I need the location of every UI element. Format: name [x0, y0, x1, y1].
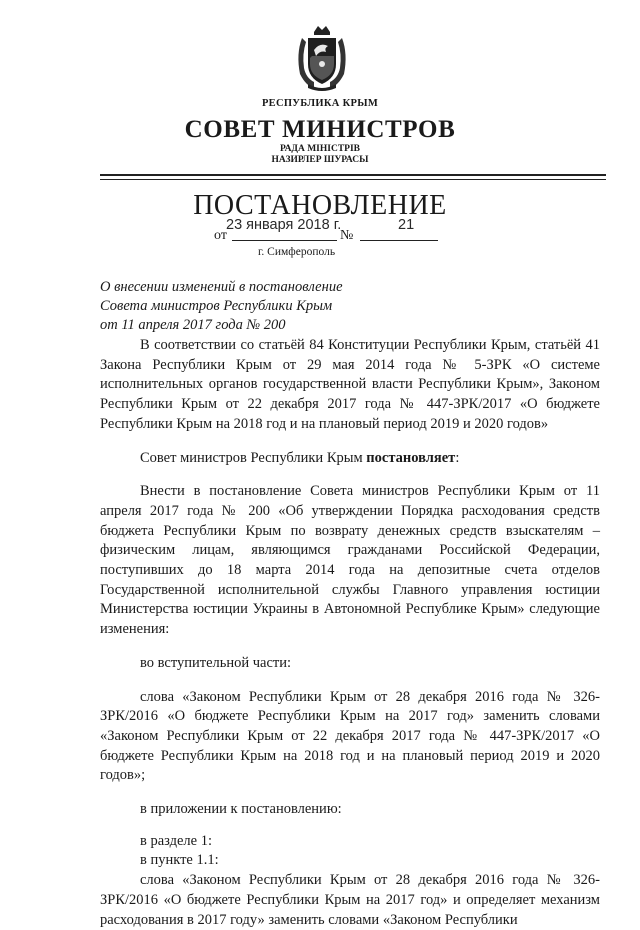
- paragraph-words-replace-1: слова «Законом Республики Крым от 28 декабря 2016 года № 326-ЗРК/2016 «О бюджете Республики Крым на 2017 год» заменить словами «Законом Республики Крым от 22 декабря 2017 года № 447-ЗРК/2017 «О бюджете Республики Крым на 2018 год и на плановый период 2019 и 2020 годов»;: [100, 688, 600, 784]
- subject-line: О внесении изменений в постановление: [100, 279, 343, 295]
- header-divider-thick: [100, 174, 606, 176]
- number-prefix: №: [340, 228, 354, 243]
- resolves-text: Совет министров Республики Крым: [140, 449, 367, 466]
- subject-line: Совета министров Республики Крым: [100, 298, 333, 314]
- city-line: г. Симферополь: [258, 246, 336, 258]
- paragraph-words-replace-2: слова «Законом Республики Крым от 28 декабря 2016 года № 326-ЗРК/2016 «О бюджете Республики Крым на 2017 год» и определяет механизм расходования в 2017 году» заменить словами «Законом Республики: [100, 872, 600, 928]
- date-prefix: от: [214, 228, 227, 243]
- paragraph-in-appendix: в приложении к постановлению:: [140, 801, 342, 818]
- number-value: 21: [398, 217, 415, 233]
- council-name-ukrainian: РАДА МІНІСТРІВ: [279, 144, 360, 154]
- subject-block: [100, 278, 343, 335]
- resolves-keyword: постановляет: [366, 449, 456, 466]
- resolves-colon: :: [455, 449, 460, 466]
- coat-of-arms-emblem: [294, 24, 350, 92]
- paragraph-section-1: в разделе 1:: [140, 832, 213, 849]
- paragraph-introductory-part: во вступительной части:: [140, 654, 292, 671]
- document-body: [100, 336, 600, 930]
- subject-line: от 11 апреля 2017 года № 200: [100, 317, 286, 333]
- header-divider-thin: [100, 179, 606, 180]
- date-underline: [232, 240, 337, 241]
- date-number-line: [210, 218, 445, 246]
- number-underline: [360, 240, 438, 241]
- document-type-title: ПОСТАНОВЛЕНИЕ: [193, 190, 447, 221]
- date-value: 23 января 2018 г.: [226, 217, 342, 233]
- council-name-crimean-tatar: НАЗИРЛЕР ШУРАСЫ: [271, 155, 369, 165]
- council-name: СОВЕТ МИНИСТРОВ: [184, 116, 456, 143]
- republic-name: РЕСПУБЛИКА КРЫМ: [261, 98, 379, 109]
- paragraph-amendment-intro: Внести в постановление Совета министров Республики Крым от 11 апреля 2017 года № 200 «Об утверждении Порядка расходования средств бюджета Республики Крым по возврату денежных средств взыскателям – физическим лицам, являющимся гражданами Российской Федерации, поступивших до 18 марта 2014 года на депозитные счета отделов Государственной исполнительной службы Главного управления юстиции Министерства юстиции Украины в Автономной Республике Крым» следующие изменения:: [100, 483, 600, 638]
- paragraph-legal-basis: В соответствии со статьёй 84 Конституции Республики Крым, статьёй 41 Закона Республики Крым от 29 мая 2014 года № 5-ЗРК «О системе исполнительных органов государственной власти Республики Крым», Законом Республики Крым от 22 декабря 2017 года № 447-ЗРК/2017 «О бюджете Республики Крым на 2018 год и на плановый период 2019 и 2020 годов»: [100, 337, 600, 432]
- paragraph-resolves: [100, 449, 600, 469]
- paragraph-item-1-1: в пункте 1.1:: [140, 852, 219, 869]
